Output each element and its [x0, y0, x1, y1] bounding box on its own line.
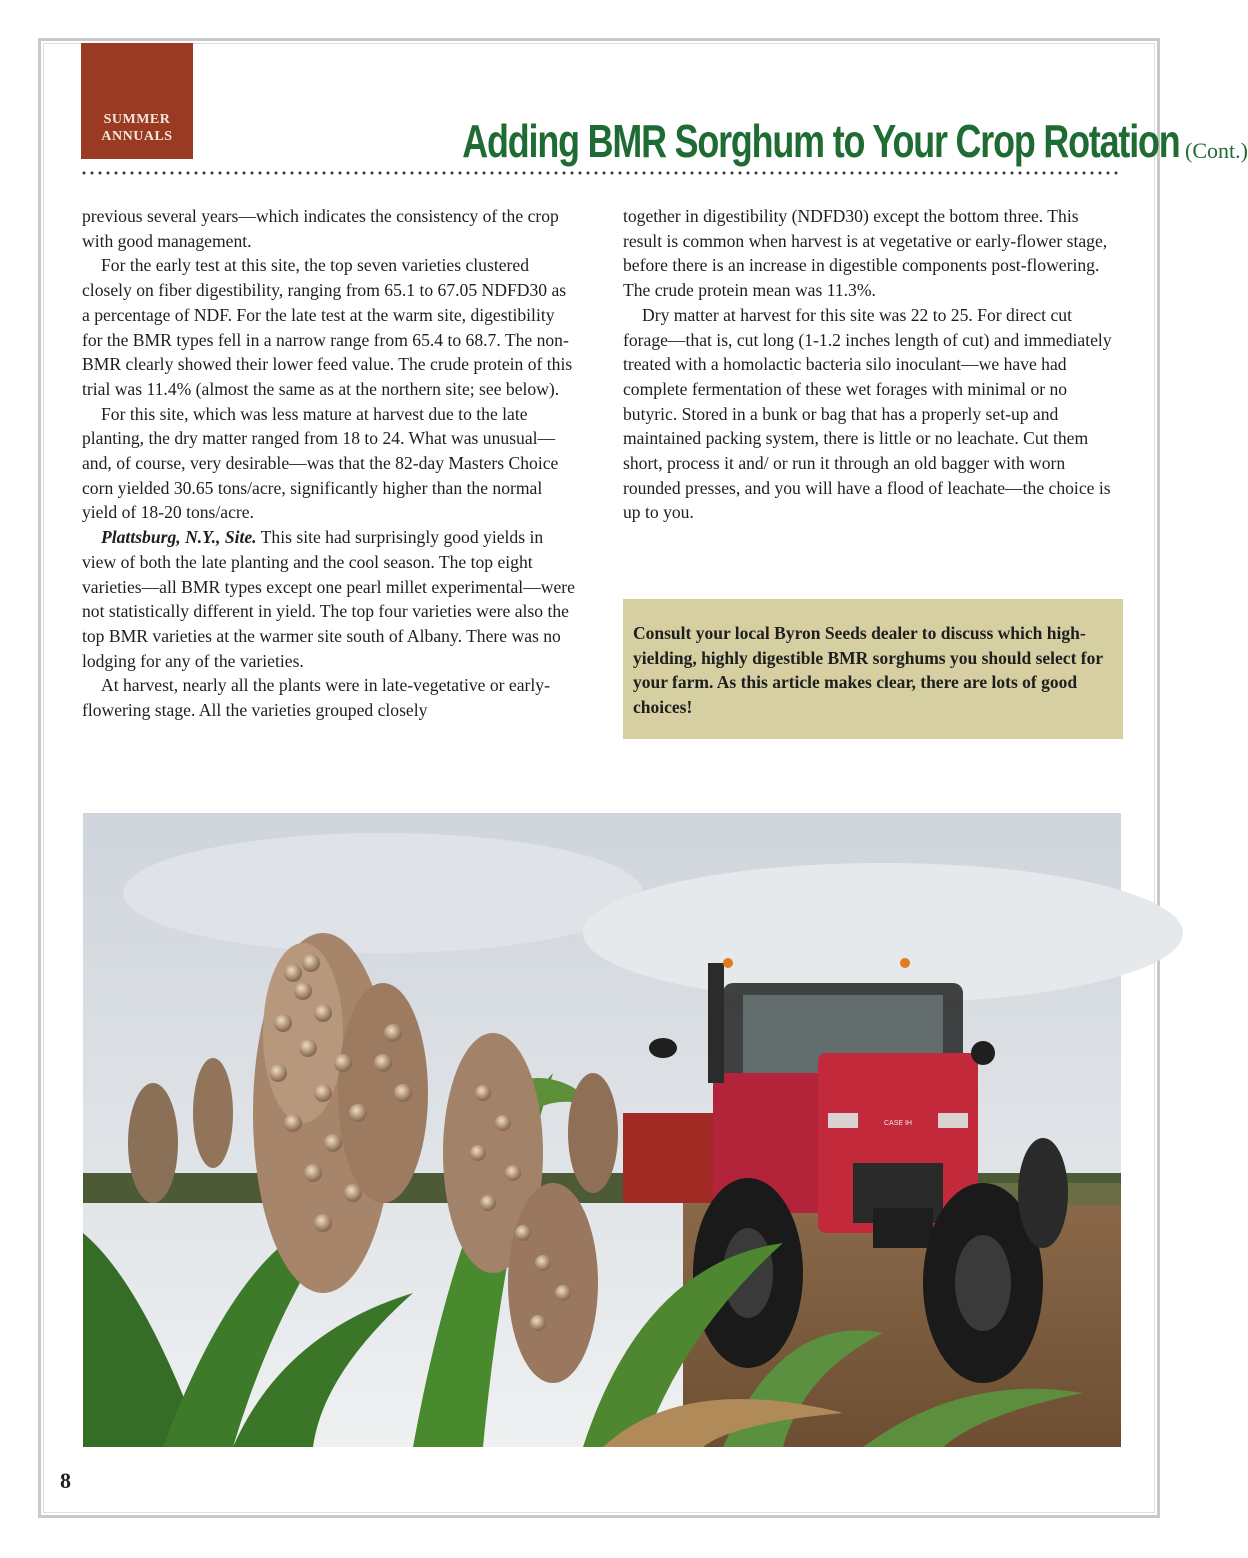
right-column [623, 204, 1121, 525]
section-tab-line1: SUMMER [103, 112, 171, 127]
paragraph-body: This site had surprisingly good yields in view of both the late planting and the cool season. The top eight varieties—all BMR types except one pearl millet experimental—were not statistically different in yield. The top four varieties were also the top BMR varieties at the warmer site south of Albany. There was no lodging for any of the varieties. [82, 527, 575, 671]
page-number: 8 [60, 1468, 71, 1493]
paragraph: together in digestibility (NDFD30) except the bottom three. This result is common when harvest is at vegetative or early-flower stage, before there is an increase in digestible components post-flowering. The crude protein mean was 11.3%. [623, 206, 1108, 301]
left-column [82, 204, 577, 723]
dotted-divider [80, 170, 1122, 176]
paragraph: At harvest, nearly all the plants were in late-vegetative or early-flowering stage. All the varieties grouped closely [82, 675, 550, 721]
page-title [260, 110, 1248, 167]
sorghum-tractor-photo [83, 813, 1121, 1447]
paragraph: For this site, which was less mature at harvest due to the late planting, the dry matter ranged from 18 to 24. What was unusual—and, of course, very desirable—was that the 82-day Masters Choice corn yielded 30.65 tons/acre, significantly higher than the normal yield of 18-20 tons/acre. [82, 403, 559, 523]
tractor-badge: CASE IH [883, 1120, 913, 1127]
site-heading: Plattsburg, N.Y., Site. [101, 527, 257, 548]
callout-text: Consult your local Byron Seeds dealer to discuss which high-yielding, highly digestible BMR sorghums you should select for your farm. As this article makes clear, there are lots of good choices! [633, 623, 1103, 718]
callout-box [623, 599, 1123, 739]
paragraph: Dry matter at harvest for this site was 22 to 25. For direct cut forage—that is, cut long (1-1.2 inches length of cut) and immediately treated with a homolactic bacteria silo inoculant—we have had complete fermentation of these wet forages with minimal or no butyric. Stored in a bunk or bag that has a properly set-up and maintained packing system, there is little or no leachate. Cut them short, process it and/ or run it through an old bagger with worn rounded presses, and you will have a flood of leachate—the choice is up to you. [623, 304, 1112, 523]
paragraph [82, 525, 577, 673]
section-tab-line2: ANNUALS [101, 129, 173, 144]
paragraph: For the early test at this site, the top seven varieties clustered closely on fiber digestibility, ranging from 65.1 to 67.05 NDFD30 as a percentage of NDF. For the late test at the warm site, digestibility for the BMR types fell in a narrow range from 65.4 to 68.7. The non-BMR clearly showed their lower feed value. The crude protein of this trial was 11.4% (almost the same as at the northern site; see below). [82, 255, 573, 399]
title-main: Adding BMR Sorghum to Your Crop Rotation [461, 115, 1180, 167]
paragraph: previous several years—which indicates the consistency of the crop with good management. [82, 206, 559, 251]
section-tab [81, 43, 193, 159]
title-suffix: (Cont.) [1185, 138, 1248, 163]
